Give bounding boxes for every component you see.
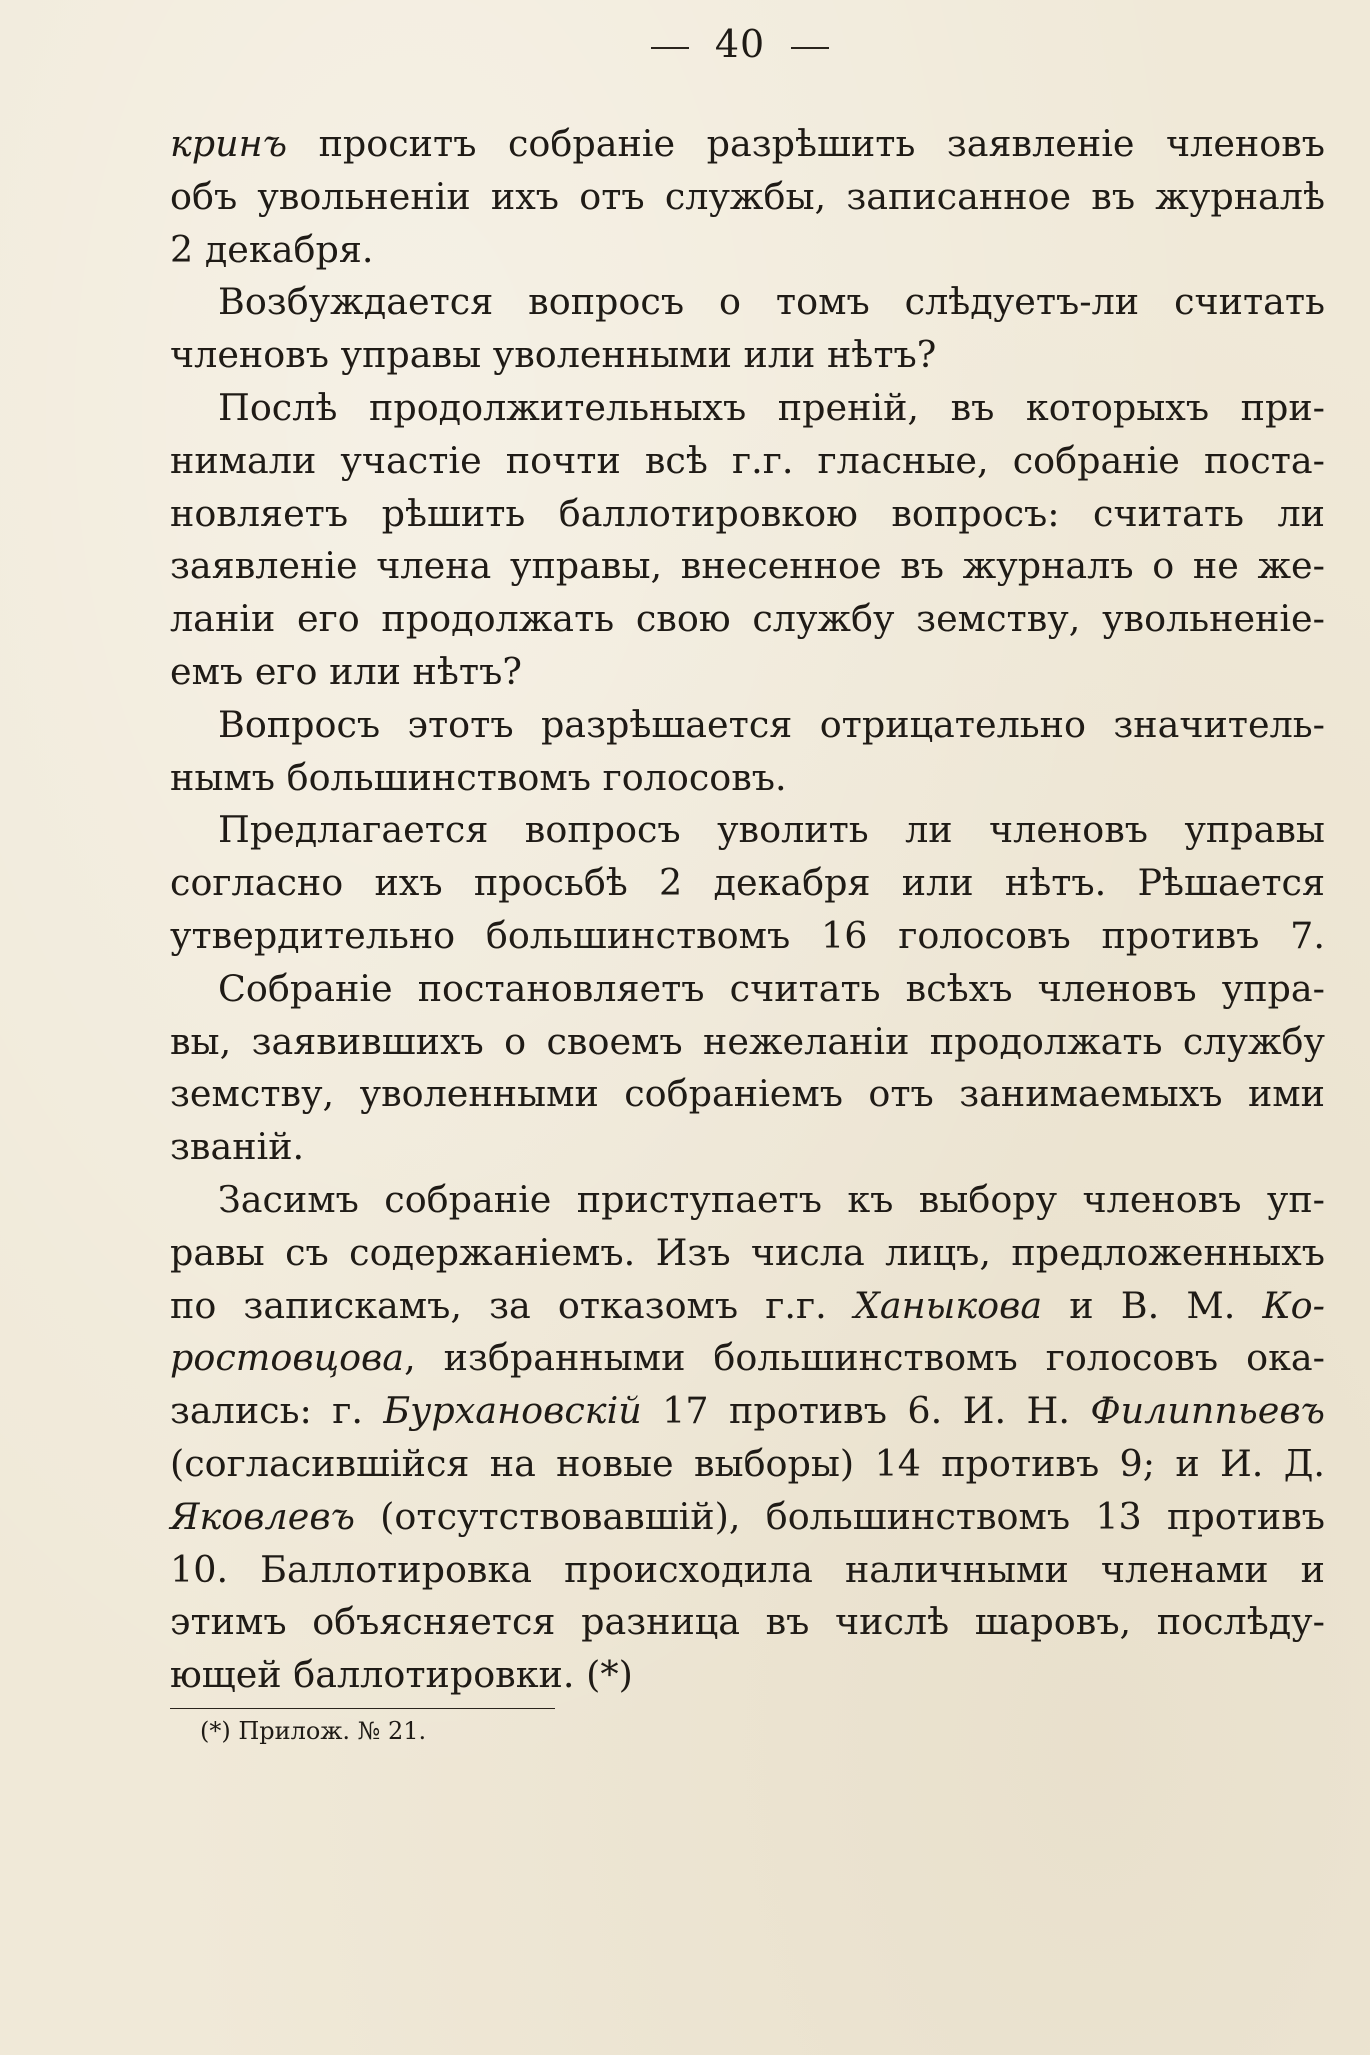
text-line: [170, 1544, 1325, 1597]
text-line: [170, 382, 1325, 435]
italic-name: Ханыкова: [853, 1283, 1043, 1327]
text-segment: Засимъ собраніе приступаетъ къ выбору членовъ уп-: [218, 1177, 1325, 1221]
page-number-header: [0, 22, 1370, 66]
italic-name: кринъ: [170, 122, 288, 165]
text-segment: 2 декабря.: [170, 227, 374, 271]
text-segment: (согласившійся на новые выборы) 14 противъ 9; и И. Д.: [170, 1441, 1325, 1485]
text-segment: Послѣ продолжительныхъ преній, въ которыхъ при-: [218, 385, 1325, 429]
body-text: [170, 118, 1325, 1702]
text-line: [170, 646, 1325, 699]
footnote: (*) Прилож. № 21.: [200, 1717, 427, 1745]
dash-right: [791, 47, 829, 49]
text-line: [170, 1438, 1325, 1491]
text-line: [170, 1491, 1325, 1544]
text-line: [170, 171, 1325, 224]
text-segment: земству, уволенными собраніемъ отъ занимаемыхъ ими: [170, 1072, 1325, 1116]
text-line: [170, 752, 1325, 805]
footnote-rule: [170, 1708, 555, 1709]
text-line: [170, 540, 1325, 593]
page-number: 40: [714, 22, 766, 66]
text-segment: , избранными большинствомъ голосовъ ока-: [404, 1336, 1325, 1380]
italic-name: ростовцова: [170, 1336, 405, 1380]
text-segment: проситъ собраніе разрѣшить заявленіе членовъ: [287, 122, 1325, 165]
text-line: [170, 435, 1325, 488]
italic-name: Бурхановскій: [383, 1389, 642, 1433]
text-line: [170, 804, 1325, 857]
text-line: [170, 593, 1325, 646]
italic-name: Филиппьевъ: [1090, 1389, 1325, 1433]
italic-name: Ко-: [1262, 1283, 1325, 1327]
text-line: [170, 699, 1325, 752]
text-line: [170, 910, 1325, 963]
text-segment: нымъ большинствомъ голосовъ.: [170, 755, 787, 799]
text-line: [170, 118, 1325, 171]
text-line: [170, 224, 1325, 277]
text-segment: ланіи его продолжать свою службу земству, увольненіе-: [170, 597, 1325, 641]
text-segment: Возбуждается вопросъ о томъ слѣдуетъ-ли считать: [218, 280, 1325, 324]
text-segment: (отсутствовавшій), большинствомъ 13 противъ: [354, 1494, 1325, 1538]
text-line: [170, 1227, 1325, 1280]
text-segment: и В. М.: [1042, 1283, 1263, 1327]
text-segment: заявленіе члена управы, внесенное въ журналъ о не же-: [170, 544, 1325, 588]
text-line: [170, 1332, 1325, 1385]
text-segment: равы съ содержаніемъ. Изъ числа лицъ, предложенныхъ: [170, 1230, 1325, 1274]
text-line: [170, 488, 1325, 541]
text-line: [170, 276, 1325, 329]
text-segment: этимъ объясняется разница въ числѣ шаровъ, послѣду-: [170, 1600, 1325, 1644]
text-line: [170, 1174, 1325, 1227]
dash-left: [651, 47, 689, 49]
text-line: [170, 857, 1325, 910]
text-segment: Собраніе постановляетъ считать всѣхъ членовъ упра-: [218, 966, 1325, 1010]
text-segment: членовъ управы уволенными или нѣтъ?: [170, 333, 937, 377]
text-segment: по запискамъ, за отказомъ г.г.: [170, 1283, 854, 1327]
text-line: [170, 1385, 1325, 1438]
text-segment: Вопросъ этотъ разрѣшается отрицательно значитель-: [218, 702, 1325, 746]
text-line: [170, 1280, 1325, 1333]
text-line: [170, 329, 1325, 382]
text-segment: объ увольненіи ихъ отъ службы, записанное въ журналѣ: [170, 174, 1325, 218]
text-segment: вы, заявившихъ о своемъ нежеланіи продолжать службу: [170, 1019, 1325, 1063]
text-segment: ющей баллотировки. (*): [170, 1653, 633, 1697]
text-line: [170, 1121, 1325, 1174]
text-segment: емъ его или нѣтъ?: [170, 649, 522, 693]
text-segment: званій.: [170, 1125, 305, 1169]
text-segment: согласно ихъ просьбѣ 2 декабря или нѣтъ. Рѣшается: [170, 861, 1325, 905]
text-segment: 10. Баллотировка происходила наличными членами и: [170, 1547, 1325, 1591]
text-segment: новляетъ рѣшить баллотировкою вопросъ: считать ли: [170, 491, 1325, 535]
text-line: [170, 1649, 1325, 1702]
text-segment: нимали участіе почти всѣ г.г. гласные, собраніе поста-: [170, 438, 1325, 482]
text-line: [170, 963, 1325, 1016]
text-line: [170, 1068, 1325, 1121]
text-segment: утвердительно большинствомъ 16 голосовъ противъ 7.: [170, 913, 1325, 957]
text-segment: зались: г.: [170, 1389, 384, 1433]
italic-name: Яковлевъ: [170, 1494, 355, 1538]
text-segment: 17 противъ 6. И. Н.: [641, 1389, 1091, 1433]
text-segment: Предлагается вопросъ уволить ли членовъ управы: [218, 808, 1325, 852]
text-line: [170, 1596, 1325, 1649]
text-line: [170, 1016, 1325, 1069]
